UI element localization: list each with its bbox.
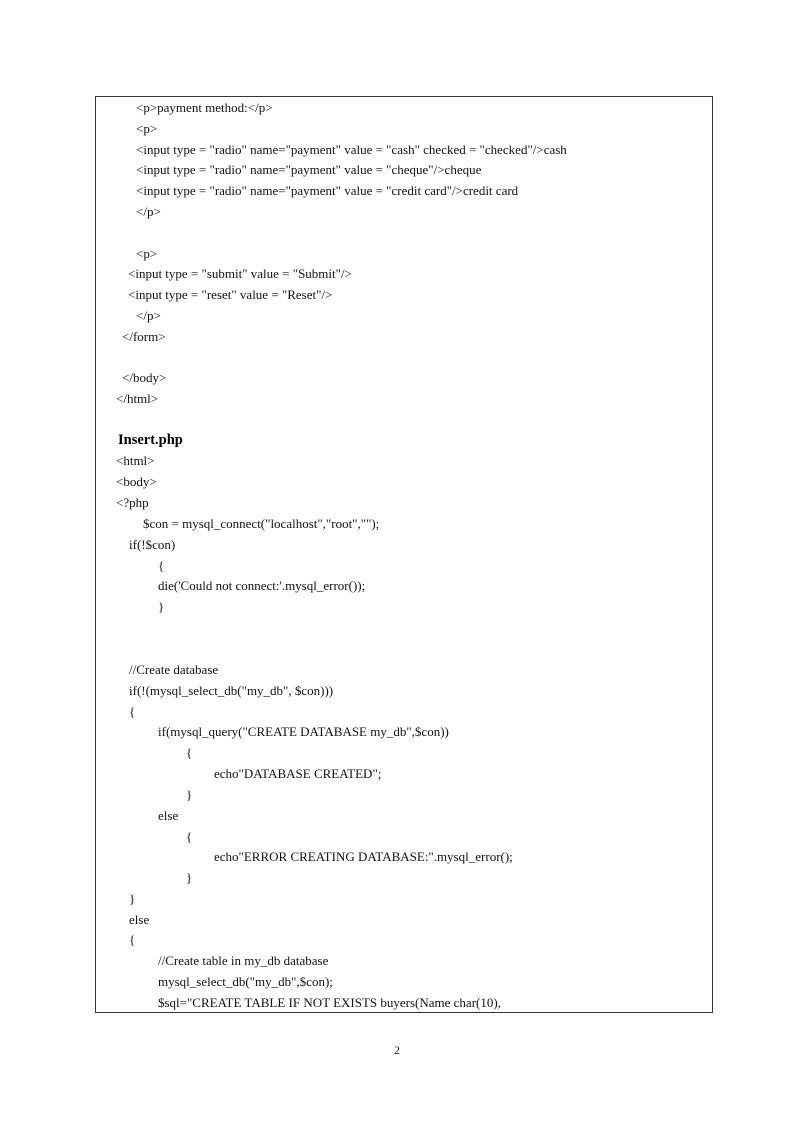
code-line: if(!$con) [129,537,176,552]
code-line: //Create table in my_db database [158,953,329,968]
section-heading-insert-php: Insert.php [118,432,183,448]
code-line: </body> [122,370,167,385]
code-line: { [186,745,193,760]
code-line: <?php [116,495,149,510]
code-line: { [158,558,165,573]
code-line: else [129,912,150,927]
code-line: </form> [122,329,166,344]
code-line: <html> [116,453,155,468]
code-line: $sql="CREATE TABLE IF NOT EXISTS buyers(Name char(10), [158,995,501,1010]
code-line: } [129,891,136,906]
code-line: { [129,932,136,947]
code-line: if(mysql_query("CREATE DATABASE my_db",$con)) [158,724,449,739]
code-line: <input type = "reset" value = "Reset"/> [128,287,333,302]
code-line: } [186,870,193,885]
code-line: echo"DATABASE CREATED"; [214,766,382,781]
code-line: //Create database [129,662,219,677]
code-line: <input type = "radio" name="payment" value = "cheque"/>cheque [136,162,482,177]
code-line: $con = mysql_connect("localhost","root",""); [143,516,380,531]
code-line: <p> [136,246,158,261]
code-line: <input type = "radio" name="payment" value = "credit card"/>credit card [136,183,519,198]
code-line: <p>payment method:</p> [136,100,273,115]
code-line: { [129,704,136,719]
page-number: 2 [394,1043,400,1057]
code-line: } [158,599,165,614]
code-line: <p> [136,121,158,136]
code-line: <input type = "submit" value = "Submit"/> [128,266,352,281]
code-line: <input type = "radio" name="payment" value = "cash" checked = "checked"/>cash [136,142,567,157]
code-line: </html> [116,391,159,406]
code-line: <body> [116,474,157,489]
code-line: { [186,829,193,844]
code-line: echo"ERROR CREATING DATABASE:".mysql_error(); [214,849,513,864]
code-line: die('Could not connect:'.mysql_error()); [158,578,366,593]
code-line: else [158,808,179,823]
code-line: mysql_select_db("my_db",$con); [158,974,333,989]
code-line: </p> [136,308,161,323]
code-line: </p> [136,204,161,219]
code-line: if(!(mysql_select_db("my_db", $con))) [129,683,334,698]
code-line: } [186,787,193,802]
